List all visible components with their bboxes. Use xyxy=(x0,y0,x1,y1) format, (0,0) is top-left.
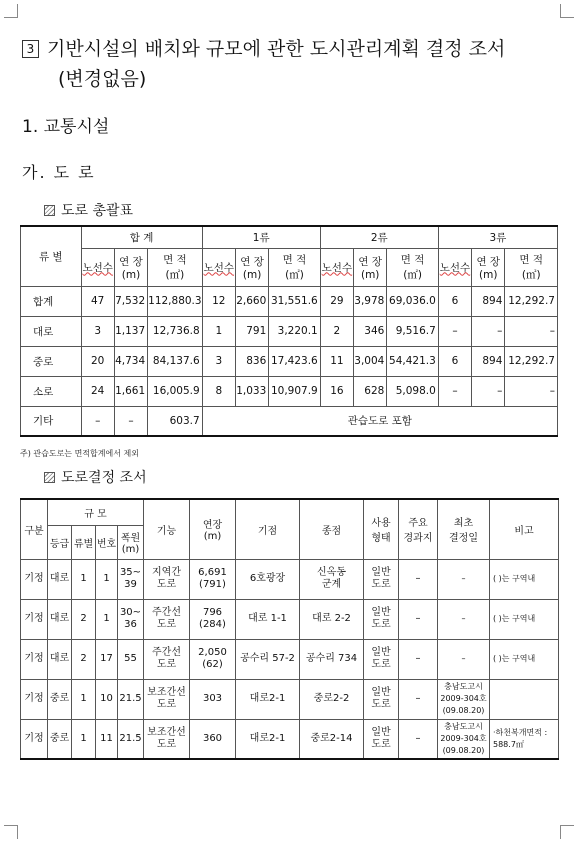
cell-kind: 2 xyxy=(72,639,96,679)
crop-mark-bottom-left xyxy=(4,825,18,839)
table-cell: 9,516.7 xyxy=(387,316,438,346)
header-sub-1-1: 연 장 (m) xyxy=(235,248,268,286)
table-cell: 1,033 xyxy=(235,376,268,406)
header-start: 기점 xyxy=(236,499,300,559)
etc-c3: 603.7 xyxy=(148,406,203,436)
cell-via: – xyxy=(399,599,438,639)
header-sub-0-2: 면 적 (㎡) xyxy=(148,248,203,286)
header-first-decision: 최초 결정일 xyxy=(438,499,490,559)
table-row xyxy=(21,559,559,599)
table-cell: 3,220.1 xyxy=(269,316,320,346)
header-group-3: 3류 xyxy=(438,226,557,248)
table-cell: 54,421.3 xyxy=(387,346,438,376)
table-cell: 7,532 xyxy=(114,286,147,316)
table-cell: 3,978 xyxy=(354,286,387,316)
section-number-box: 3 xyxy=(22,40,39,58)
table-cell: 112,880.3 xyxy=(148,286,203,316)
cell-end: 신옥동 군계 xyxy=(300,559,364,599)
cell-via: – xyxy=(399,559,438,599)
header-scale: 규 모 xyxy=(48,499,144,525)
header-width: 폭원 (m) xyxy=(118,525,144,559)
table-cell: 47 xyxy=(81,286,114,316)
etc-c1: – xyxy=(81,406,114,436)
header-sub-3-2: 면 적 (㎡) xyxy=(505,248,558,286)
cell-grade: 대로 xyxy=(48,559,72,599)
table-cell: 3 xyxy=(81,316,114,346)
cell-usage: 일반 도로 xyxy=(364,559,399,599)
header-via: 주요 경과지 xyxy=(399,499,438,559)
summary-title: 도로 총괄표 xyxy=(61,203,134,219)
cell-start: 공수리 57-2 xyxy=(236,639,300,679)
cell-width: 21.5 xyxy=(118,719,144,759)
table-cell: – xyxy=(472,316,505,346)
cell-grade: 중로 xyxy=(48,679,72,719)
cell-end: 대로 2-2 xyxy=(300,599,364,639)
header-sub-1-2: 면 적 (㎡) xyxy=(269,248,320,286)
cell-kind: 2 xyxy=(72,599,96,639)
header-class: 류 별 xyxy=(21,226,82,286)
cell-grade: 대로 xyxy=(48,599,72,639)
cell-number: 1 xyxy=(96,599,118,639)
cell-width: 21.5 xyxy=(118,679,144,719)
cell-kind: 1 xyxy=(72,719,96,759)
table-cell: – xyxy=(438,316,471,346)
table-cell: 12,292.7 xyxy=(505,346,558,376)
cell-via: – xyxy=(399,719,438,759)
header-sub-3-1: 연 장 (m) xyxy=(472,248,505,286)
heading-transport-facilities: 1. 교통시설 xyxy=(22,117,110,137)
header-sub-1-0: 노선수 xyxy=(202,248,235,286)
header-length: 연장 (m) xyxy=(190,499,236,559)
table-cell: 8 xyxy=(202,376,235,406)
cell-function: 주간선 도로 xyxy=(144,599,190,639)
etc-c2: – xyxy=(114,406,147,436)
header-sub-2-2: 면 적 (㎡) xyxy=(387,248,438,286)
crop-mark-bottom-right xyxy=(560,825,574,839)
cell-length: 2,050 (62) xyxy=(190,639,236,679)
cell-length: 796 (284) xyxy=(190,599,236,639)
table-cell: 346 xyxy=(354,316,387,346)
header-usage: 사용 형태 xyxy=(364,499,399,559)
table-cell: 4,734 xyxy=(114,346,147,376)
table-row xyxy=(21,599,559,639)
crop-mark-top-right xyxy=(560,4,574,18)
cell-first: 충남도고시 2009-304호 (09.08.20) xyxy=(438,719,490,759)
cell-length: 360 xyxy=(190,719,236,759)
cell-length: 6,691 (791) xyxy=(190,559,236,599)
cell-first: 충남도고시 2009-304호 (09.08.20) xyxy=(438,679,490,719)
cell-function: 주간선 도로 xyxy=(144,639,190,679)
table-cell: 84,137.6 xyxy=(148,346,203,376)
cell-number: 11 xyxy=(96,719,118,759)
table-cell: – xyxy=(505,316,558,346)
cell-number: 10 xyxy=(96,679,118,719)
table-cell: 3 xyxy=(202,346,235,376)
header-kind: 류별 xyxy=(72,525,96,559)
table-row xyxy=(21,376,558,406)
table-cell: 894 xyxy=(472,346,505,376)
header-group-2: 2류 xyxy=(320,226,438,248)
cell-start: 대로2-1 xyxy=(236,719,300,759)
road-summary-table xyxy=(20,225,558,437)
table-cell: 836 xyxy=(235,346,268,376)
cell-first: – xyxy=(438,599,490,639)
cell-div: 기정 xyxy=(21,679,48,719)
cell-usage: 일반 도로 xyxy=(364,679,399,719)
table-cell: 16 xyxy=(320,376,353,406)
table-row xyxy=(21,719,559,759)
cell-usage: 일반 도로 xyxy=(364,719,399,759)
summary-heading xyxy=(44,200,133,220)
table-cell: 69,036.0 xyxy=(387,286,438,316)
table-row xyxy=(21,639,559,679)
table-cell: 11 xyxy=(320,346,353,376)
cell-kind: 1 xyxy=(72,679,96,719)
header-group-total: 합 계 xyxy=(81,226,202,248)
row-name: 중로 xyxy=(21,346,82,376)
title-line1: 기반시설의 배치와 규모에 관한 도시관리계획 결정 조서 xyxy=(47,38,506,60)
table-row xyxy=(21,316,558,346)
checkbox-icon xyxy=(44,205,55,216)
crop-mark-top-left xyxy=(4,4,18,18)
table-row xyxy=(21,679,559,719)
header-remark: 비고 xyxy=(490,499,559,559)
header-div: 구분 xyxy=(21,499,48,559)
header-number: 번호 xyxy=(96,525,118,559)
cell-div: 기정 xyxy=(21,559,48,599)
cell-usage: 일반 도로 xyxy=(364,639,399,679)
table-cell: 12 xyxy=(202,286,235,316)
table-cell: 1,137 xyxy=(114,316,147,346)
header-group-1: 1류 xyxy=(202,226,320,248)
cell-width: 30~ 36 xyxy=(118,599,144,639)
table-cell: – xyxy=(505,376,558,406)
cell-length: 303 xyxy=(190,679,236,719)
header-sub-0-0: 노선수 xyxy=(81,248,114,286)
document-title xyxy=(22,34,562,94)
header-function: 기능 xyxy=(144,499,190,559)
cell-function: 보조간선 도로 xyxy=(144,679,190,719)
table-cell: 10,907.9 xyxy=(269,376,320,406)
cell-div: 기정 xyxy=(21,719,48,759)
table-cell: 17,423.6 xyxy=(269,346,320,376)
header-sub-2-0: 노선수 xyxy=(320,248,353,286)
road-decision-table xyxy=(20,498,559,760)
cell-via: – xyxy=(399,639,438,679)
table-cell: 791 xyxy=(235,316,268,346)
cell-first: – xyxy=(438,559,490,599)
decision-heading xyxy=(44,467,147,487)
table-cell: 6 xyxy=(438,286,471,316)
cell-start: 대로2-1 xyxy=(236,679,300,719)
table-row-etc xyxy=(21,406,558,436)
cell-remark: ·하천복개면적 : 588.7㎡ xyxy=(490,719,559,759)
table-cell: 2,660 xyxy=(235,286,268,316)
cell-first: – xyxy=(438,639,490,679)
title-line2: (변경없음) xyxy=(58,68,147,90)
cell-start: 대로 1-1 xyxy=(236,599,300,639)
cell-function: 지역간 도로 xyxy=(144,559,190,599)
table-cell: 5,098.0 xyxy=(387,376,438,406)
heading-roads: 가. 도 로 xyxy=(22,163,96,182)
cell-width: 35~ 39 xyxy=(118,559,144,599)
cell-width: 55 xyxy=(118,639,144,679)
cell-end: 중로2-2 xyxy=(300,679,364,719)
table-cell: 31,551.6 xyxy=(269,286,320,316)
checkbox-icon xyxy=(44,472,55,483)
cell-number: 1 xyxy=(96,559,118,599)
cell-grade: 중로 xyxy=(48,719,72,759)
cell-usage: 일반 도로 xyxy=(364,599,399,639)
cell-end: 중로2-14 xyxy=(300,719,364,759)
cell-grade: 대로 xyxy=(48,639,72,679)
cell-function: 보조간선 도로 xyxy=(144,719,190,759)
cell-div: 기정 xyxy=(21,639,48,679)
table-cell: – xyxy=(438,376,471,406)
table-cell: 16,005.9 xyxy=(148,376,203,406)
table-row xyxy=(21,286,558,316)
table-cell: 3,004 xyxy=(354,346,387,376)
row-name: 대로 xyxy=(21,316,82,346)
etc-merged-note: 관습도로 포함 xyxy=(202,406,557,436)
cell-start: 6호광장 xyxy=(236,559,300,599)
cell-remark: ( )는 구역내 xyxy=(490,559,559,599)
header-grade: 등급 xyxy=(48,525,72,559)
cell-end: 공수리 734 xyxy=(300,639,364,679)
cell-remark: ( )는 구역내 xyxy=(490,639,559,679)
header-end: 종점 xyxy=(300,499,364,559)
table-cell: 12,292.7 xyxy=(505,286,558,316)
header-sub-2-1: 연 장 (m) xyxy=(354,248,387,286)
cell-kind: 1 xyxy=(72,559,96,599)
table-row xyxy=(21,346,558,376)
header-sub-3-0: 노선수 xyxy=(438,248,471,286)
table-cell: 1,661 xyxy=(114,376,147,406)
row-name: 합계 xyxy=(21,286,82,316)
table-cell: 628 xyxy=(354,376,387,406)
decision-title: 도로결정 조서 xyxy=(61,470,147,486)
cell-remark: ( )는 구역내 xyxy=(490,599,559,639)
table-cell: 1 xyxy=(202,316,235,346)
cell-div: 기정 xyxy=(21,599,48,639)
table-cell: 12,736.8 xyxy=(148,316,203,346)
footnote: 주) 관습도로는 면적합계에서 제외 xyxy=(20,449,139,458)
cell-remark xyxy=(490,679,559,719)
row-name: 소로 xyxy=(21,376,82,406)
table-cell: 29 xyxy=(320,286,353,316)
cell-number: 17 xyxy=(96,639,118,679)
etc-name: 기타 xyxy=(21,406,82,436)
table-cell: 6 xyxy=(438,346,471,376)
header-sub-0-1: 연 장 (m) xyxy=(114,248,147,286)
table-cell: 20 xyxy=(81,346,114,376)
table-cell: 894 xyxy=(472,286,505,316)
table-cell: 2 xyxy=(320,316,353,346)
cell-via: – xyxy=(399,679,438,719)
table-cell: – xyxy=(472,376,505,406)
table-cell: 24 xyxy=(81,376,114,406)
